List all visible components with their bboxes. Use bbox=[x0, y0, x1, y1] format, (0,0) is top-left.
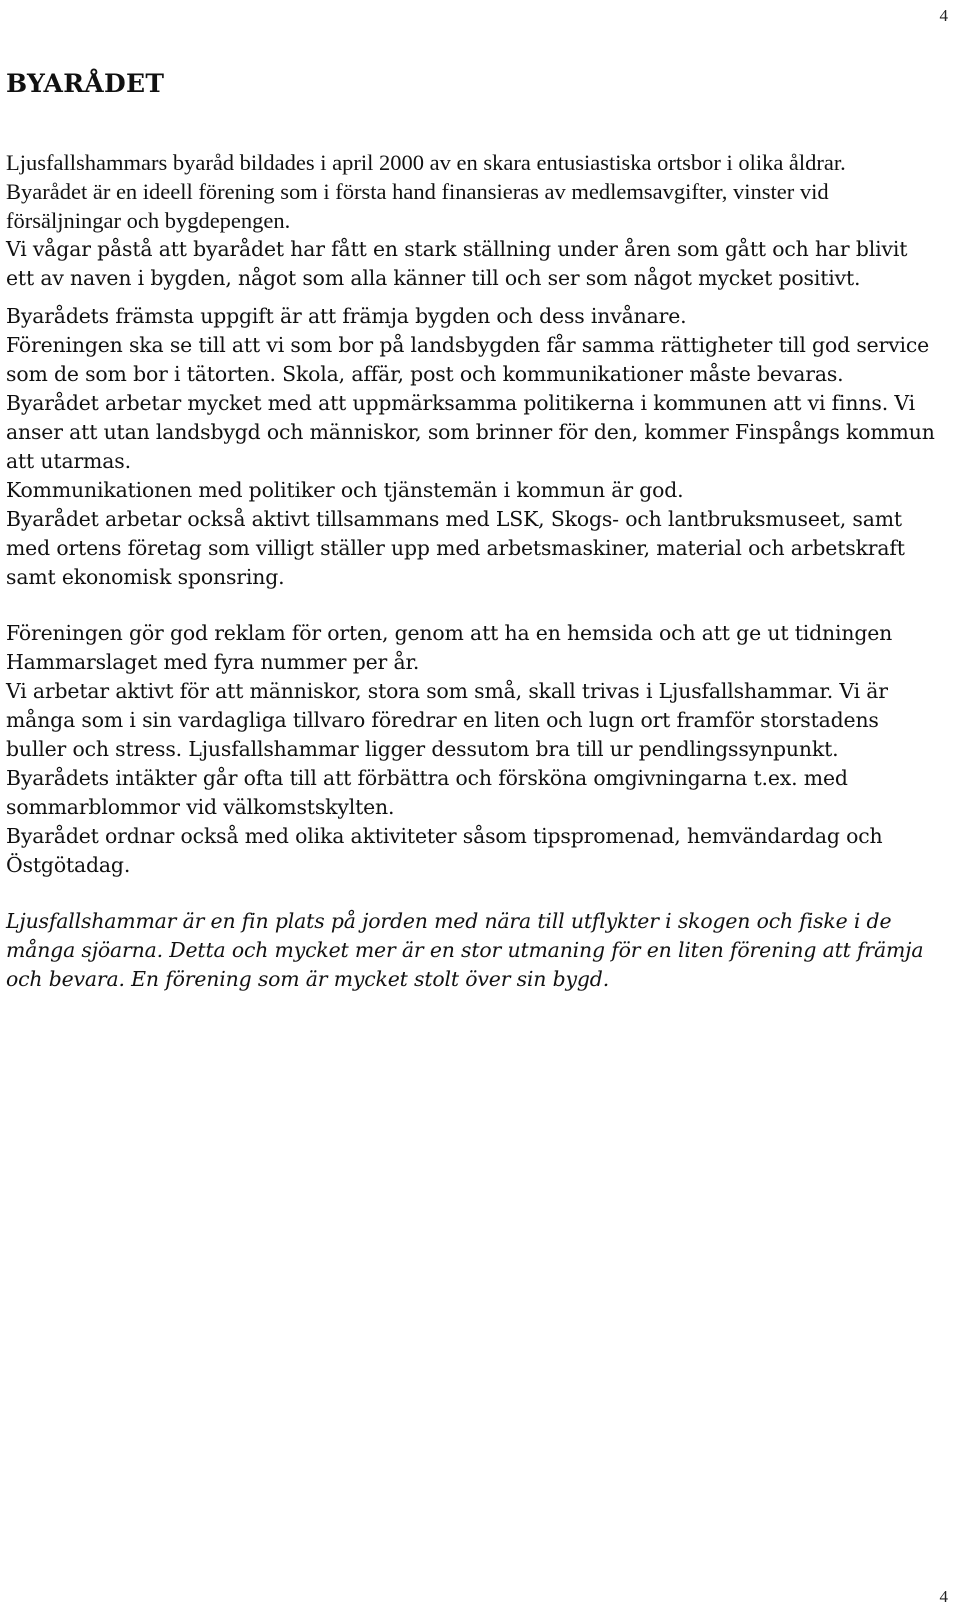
paragraph-spacer bbox=[6, 592, 936, 619]
page-number-top: 4 bbox=[939, 6, 948, 25]
paragraph-activities: Byarådet ordnar också med olika aktiviteter såsom tipspromenad, hemvändardag och Östgötadag. bbox=[6, 824, 883, 877]
page-number-bottom: 4 bbox=[939, 1587, 948, 1606]
document-body bbox=[6, 64, 936, 994]
paragraph-founding: Ljusfallshammars byaråd bildades i april 2000 av en skara entusiastiska ortsbor i olika åldrar. bbox=[6, 150, 846, 175]
page-title: BYARÅDET bbox=[6, 69, 165, 98]
paragraph-closing: Ljusfallshammar är en fin plats på jorden med nära till utflykter i skogen och fiske i de många sjöarna. Detta och mycket mer är en stor utmaning för en liten förening att främja och bevara. En förening som är mycket stolt över sin bygd. bbox=[6, 909, 924, 991]
paragraph-spacer bbox=[6, 880, 936, 907]
paragraph-rights: Föreningen ska se till att vi som bor på landsbygden får samma rättigheter till god service som de som bor i tätorten. Skola, affär, post och kommunikationer måste bevaras. bbox=[6, 333, 930, 386]
paragraph-income: Byarådets intäkter går ofta till att förbättra och försköna omgivningarna t.ex. med sommarblommor vid välkomstskylten. bbox=[6, 766, 848, 819]
paragraph-politicians: Byarådet arbetar mycket med att uppmärksamma politikerna i kommunen att vi finns. Vi anser att utan landsbygd och människor, som brinner för den, kommer Finspångs kommun att utarmas. bbox=[6, 391, 935, 473]
paragraph-main-task: Byarådets främsta uppgift är att främja bygden och dess invånare. bbox=[6, 304, 687, 328]
paragraph-wellbeing: Vi arbetar aktivt för att människor, stora som små, skall trivas i Ljusfallshammar. Vi är många som i sin vardagliga tillvaro föredrar en liten och lugn ort framför storstadens buller och stress. Ljusfallshammar ligger dessutom bra till ur pendlingssynpunkt. bbox=[6, 679, 888, 761]
paragraph-communication: Kommunikationen med politiker och tjänstemän i kommun är god. bbox=[6, 478, 684, 502]
paragraph-advertising: Föreningen gör god reklam för orten, genom att ha en hemsida och att ge ut tidningen Hammarslaget med fyra nummer per år. bbox=[6, 621, 893, 674]
paragraph-spacer bbox=[6, 293, 936, 302]
paragraph-position: Vi vågar påstå att byarådet har fått en stark ställning under åren som gått och har blivit ett av naven i bygden, något som alla känner till och ser som något mycket positivt. bbox=[6, 237, 908, 290]
paragraph-financing: Byarådet är en ideell förening som i första hand finansieras av medlemsavgifter, vinster vid försäljningar och bygdepengen. bbox=[6, 179, 829, 233]
paragraph-cooperation: Byarådet arbetar också aktivt tillsammans med LSK, Skogs- och lantbruksmuseet, samt med ortens företag som villigt ställer upp med arbetsmaskiner, material och arbetskraft samt ekonomisk sponsring. bbox=[6, 507, 905, 589]
